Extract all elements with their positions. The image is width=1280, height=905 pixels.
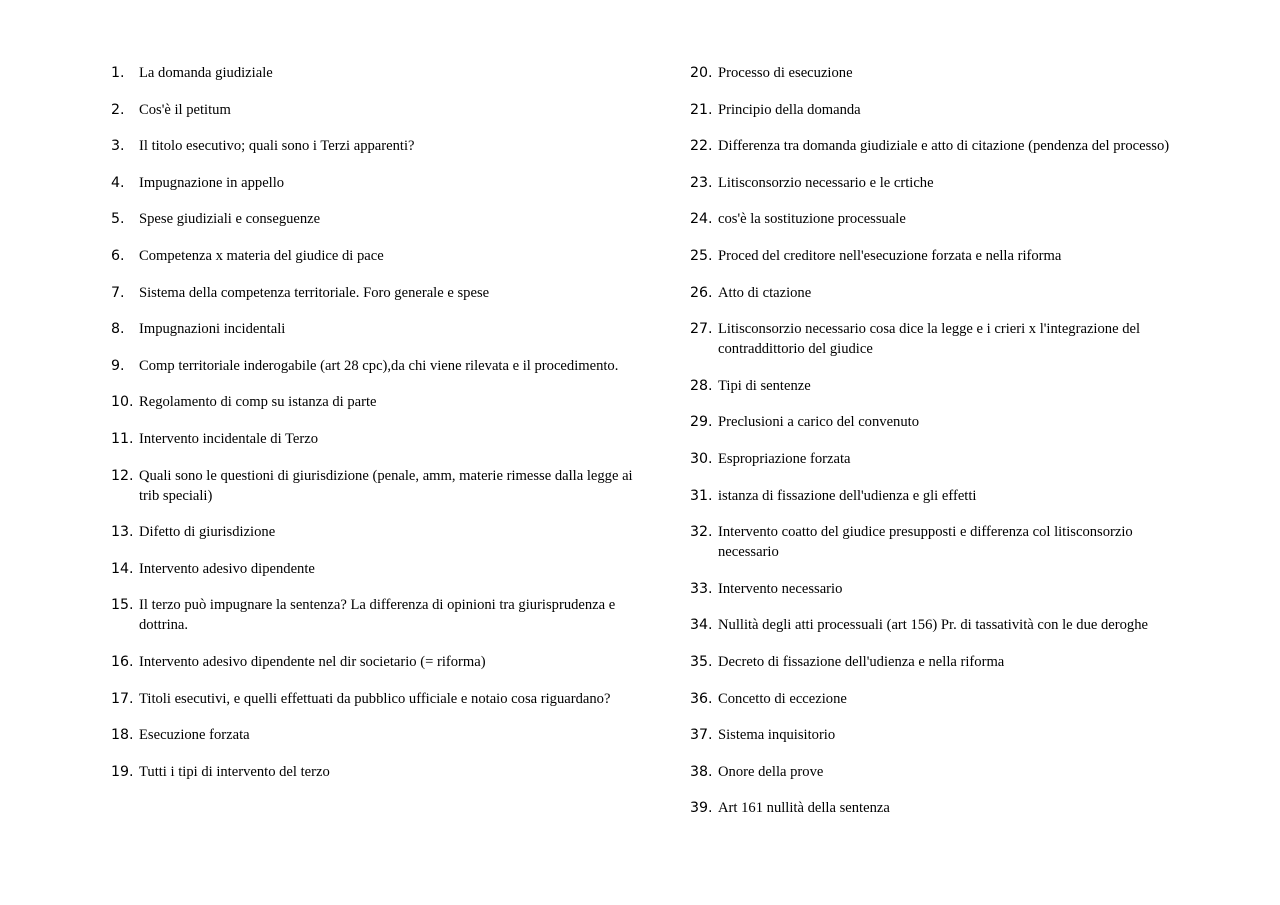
item-text: Competenza x materia del giudice di pace (139, 247, 384, 264)
item-text: Concetto di eccezione (718, 690, 847, 707)
item-number: 33. (690, 580, 713, 597)
item-number: 8. (111, 321, 125, 338)
item-number: 7. (111, 284, 125, 301)
item-number: 11. (111, 430, 134, 447)
item-number: 5. (111, 211, 125, 228)
item-number: 4. (111, 174, 125, 191)
item-number: 18. (111, 727, 134, 744)
list-item (111, 392, 636, 412)
item-text: Impugnazioni incidentali (139, 321, 286, 338)
item-number: 27. (690, 321, 713, 338)
list-item (111, 136, 636, 156)
item-text: Intervento adesivo dipendente nel dir societario (= riforma) (139, 653, 486, 670)
item-text: Titoli esecutivi, e quelli effettuati da pubblico ufficiale e notaio cosa riguardano? (139, 690, 611, 707)
item-text: cos'è la sostituzione processuale (718, 211, 906, 228)
item-number: 28. (690, 377, 713, 394)
item-number: 24. (690, 211, 713, 228)
item-text: Difetto di giurisdizione (139, 524, 276, 541)
right-column (690, 63, 1195, 835)
list-item (111, 595, 636, 635)
item-text: Preclusioni a carico del convenuto (718, 414, 919, 431)
list-item (690, 136, 1195, 156)
item-text: Espropriazione forzata (718, 450, 851, 467)
item-number: 20. (690, 65, 713, 81)
list-item (690, 449, 1195, 469)
list-item (111, 689, 636, 709)
list-item (690, 798, 1195, 818)
list-item (111, 429, 636, 449)
item-text: Impugnazione in appello (139, 174, 285, 191)
item-text: Onore della prove (718, 763, 824, 780)
item-number: 12. (111, 467, 134, 484)
left-column (111, 63, 636, 798)
list-item (111, 725, 636, 745)
item-number: 29. (690, 414, 713, 431)
item-text: Intervento incidentale di Terzo (139, 430, 319, 447)
item-number: 1. (111, 65, 125, 81)
item-number: 15. (111, 597, 134, 614)
list-item (690, 689, 1195, 709)
item-text: Cos'è il petitum (139, 101, 231, 118)
item-number: 36. (690, 690, 713, 707)
item-text: Sistema della competenza territoriale. Foro generale e spese (139, 284, 490, 301)
item-text: La domanda giudiziale (139, 65, 273, 81)
item-number: 37. (690, 727, 713, 744)
list-item (690, 725, 1195, 745)
list-item (690, 63, 1195, 83)
item-text: Nullità degli atti processuali (art 156) Pr. di tassatività con le due deroghe (718, 617, 1148, 634)
item-number: 22. (690, 138, 713, 155)
list-item (690, 652, 1195, 672)
item-number: 25. (690, 247, 713, 264)
item-text: Proced del creditore nell'esecuzione forzata e nella riforma (718, 247, 1062, 264)
list-item (111, 466, 636, 506)
item-number: 32. (690, 524, 713, 541)
item-text: Regolamento di comp su istanza di parte (139, 394, 377, 411)
item-number: 17. (111, 690, 134, 707)
item-number: 31. (690, 487, 713, 504)
list-item (690, 762, 1195, 782)
item-text: Tipi di sentenze (718, 377, 811, 394)
list-item (690, 283, 1195, 303)
item-text: Litisconsorzio necessario e le crtiche (718, 174, 934, 191)
list-item (690, 522, 1195, 562)
item-number: 30. (690, 450, 713, 467)
item-text: Litisconsorzio necessario cosa dice la legge e i crieri x l'integrazione del contraddittorio del giudice (718, 321, 1141, 358)
item-text: Tutti i tipi di intervento del terzo (139, 763, 330, 780)
item-text: Differenza tra domanda giudiziale e atto di citazione (pendenza del processo) (718, 138, 1170, 155)
item-number: 14. (111, 560, 134, 577)
item-text: Comp territoriale inderogabile (art 28 cpc),da chi viene rilevata e il procedimento. (139, 357, 619, 374)
list-item (111, 559, 636, 579)
item-text: Intervento adesivo dipendente (139, 560, 315, 577)
item-text: istanza di fissazione dell'udienza e gli effetti (718, 487, 977, 504)
item-text: Atto di ctazione (718, 284, 812, 301)
item-text: Quali sono le questioni di giurisdizione (penale, amm, materie rimesse dalla legge ai trib speciali) (139, 467, 633, 504)
list-item (690, 412, 1195, 432)
item-text: Processo di esecuzione (718, 65, 853, 81)
list-item (111, 246, 636, 266)
item-number: 26. (690, 284, 713, 301)
list-item (111, 173, 636, 193)
list-item (690, 100, 1195, 120)
list-item (690, 486, 1195, 506)
list-item (690, 319, 1195, 359)
item-number: 23. (690, 174, 713, 191)
item-number: 34. (690, 617, 713, 634)
list-item (690, 376, 1195, 396)
item-text: Il titolo esecutivo; quali sono i Terzi apparenti? (139, 138, 415, 155)
item-number: 38. (690, 763, 713, 780)
item-number: 39. (690, 800, 713, 817)
item-text: Art 161 nullità della sentenza (718, 800, 890, 817)
item-text: Decreto di fissazione dell'udienza e nella riforma (718, 653, 1005, 670)
list-item (111, 356, 636, 376)
item-text: Intervento coatto del giudice presupposti e differenza col litisconsorzio necessario (718, 524, 1133, 561)
item-number: 3. (111, 138, 125, 155)
list-item (690, 615, 1195, 635)
list-item (111, 762, 636, 782)
item-number: 10. (111, 394, 134, 411)
list-item (690, 209, 1195, 229)
list-item (111, 522, 636, 542)
list-item (111, 652, 636, 672)
list-item (111, 209, 636, 229)
list-item (111, 63, 636, 83)
list-item (111, 283, 636, 303)
item-text: Principio della domanda (718, 101, 861, 118)
item-number: 2. (111, 101, 125, 118)
list-item (690, 173, 1195, 193)
list-item (690, 246, 1195, 266)
list-item (111, 319, 636, 339)
item-number: 35. (690, 653, 713, 670)
item-number: 6. (111, 247, 125, 264)
item-number: 9. (111, 357, 125, 374)
item-text: Esecuzione forzata (139, 727, 250, 744)
item-number: 16. (111, 653, 134, 670)
item-number: 13. (111, 524, 134, 541)
item-text: Intervento necessario (718, 580, 843, 597)
item-number: 19. (111, 763, 134, 780)
list-item (111, 100, 636, 120)
item-text: Spese giudiziali e conseguenze (139, 211, 321, 228)
item-text: Il terzo può impugnare la sentenza? La differenza di opinioni tra giurisprudenza e dottrina. (139, 597, 616, 634)
item-text: Sistema inquisitorio (718, 727, 836, 744)
item-number: 21. (690, 101, 713, 118)
list-item (690, 579, 1195, 599)
